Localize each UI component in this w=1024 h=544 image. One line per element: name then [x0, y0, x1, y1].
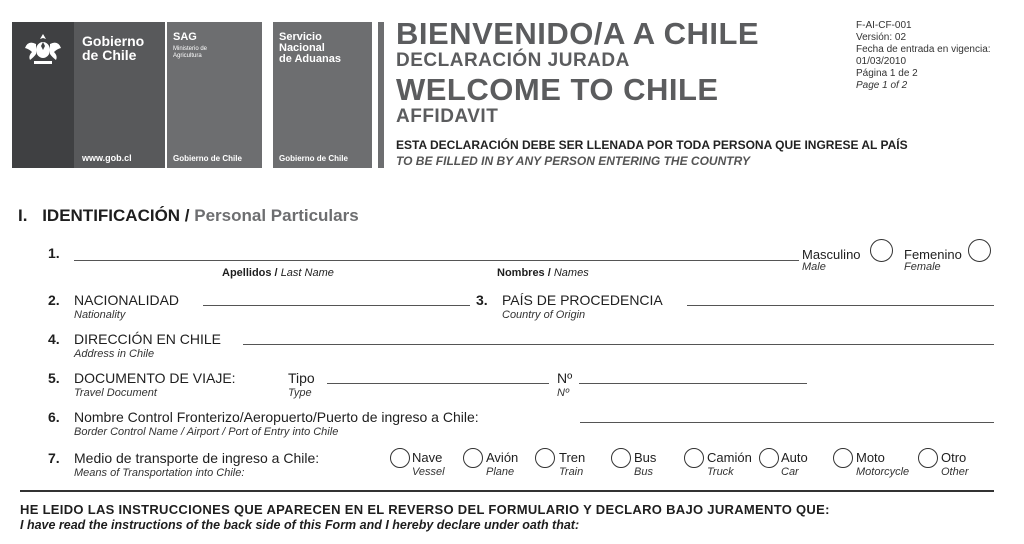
transport-option-sublabel: Truck: [707, 466, 734, 478]
transport-option-sublabel: Bus: [634, 466, 653, 478]
female-sublabel: Female: [904, 261, 941, 273]
transport-option-sublabel: Vessel: [412, 466, 445, 478]
form-version: Versión: 02: [856, 32, 907, 43]
full-name-input-line[interactable]: [74, 260, 799, 261]
instruction-es: ESTA DECLARACIÓN DEBE SER LLENADA POR TODA PERSONA QUE INGRESE AL PAÍS: [396, 138, 908, 152]
aduanas-line-2: Nacional: [279, 42, 325, 54]
gov-url: www.gob.cl: [82, 153, 132, 163]
title-es: BIENVENIDO/A A CHILE: [396, 16, 760, 51]
male-label: Masculino: [802, 247, 861, 262]
travel-doc-sublabel: Travel Document: [74, 387, 157, 399]
transport-radio-car[interactable]: [759, 448, 779, 468]
transport-option-label: Moto: [856, 450, 885, 465]
field-1-number: 1.: [48, 245, 60, 261]
male-radio[interactable]: [870, 239, 893, 262]
transport-radio-vessel[interactable]: [390, 448, 410, 468]
address-input-line[interactable]: [243, 344, 994, 345]
transport-option-sublabel: Other: [941, 466, 969, 478]
title-en: WELCOME TO CHILE: [396, 72, 719, 107]
page-en: Page 1 of 2: [856, 80, 908, 91]
section-title-en: Personal Particulars: [194, 206, 359, 225]
doc-type-sublabel: Type: [288, 387, 312, 399]
transport-label: Medio de transporte de ingreso a Chile:: [74, 450, 320, 466]
country-origin-label: PAÍS DE PROCEDENCIA: [502, 292, 663, 308]
transport-option-label: Avión: [486, 450, 519, 465]
transport-option-label: Tren: [559, 450, 586, 465]
aduanas-line-1: Servicio: [279, 31, 322, 43]
aduanas-logo-block: [273, 22, 372, 168]
male-sublabel: Male: [802, 261, 826, 273]
section-roman: I.: [18, 206, 28, 225]
doc-number-input-line[interactable]: [579, 383, 807, 384]
section-title: [18, 206, 359, 226]
aduanas-line-3: de Aduanas: [279, 53, 341, 65]
country-origin-input-line[interactable]: [687, 305, 994, 306]
sag-sub-1: Ministerio de: [173, 46, 208, 52]
field-5-number: 5.: [48, 370, 60, 386]
gov-line-2: de Chile: [82, 47, 137, 63]
doc-number-label: Nº: [557, 370, 573, 386]
section-slash: /: [180, 206, 195, 225]
travel-doc-label: DOCUMENTO DE VIAJE:: [74, 370, 236, 386]
address-sublabel: Address in Chile: [74, 348, 155, 360]
doc-number-sublabel: Nº: [557, 387, 569, 399]
doc-type-input-line[interactable]: [327, 383, 549, 384]
declaration-en: I have read the instructions of the back side of this Form and I hereby declare under oath that:: [20, 518, 580, 532]
header-divider-bar: [378, 22, 384, 168]
transport-option-sublabel: Plane: [486, 466, 515, 478]
effective-date: 01/03/2010: [856, 56, 907, 67]
port-of-entry-input-line[interactable]: [580, 422, 994, 423]
section-title-es: IDENTIFICACIÓN: [42, 206, 181, 225]
port-of-entry-label: Nombre Control Fronterizo/Aeropuerto/Puerto de ingreso a Chile:: [74, 409, 479, 425]
sag-footer: Gobierno de Chile: [173, 154, 242, 163]
gobierno-de-chile-logo-block: [12, 22, 165, 168]
sag-sub-2: Agricultura: [173, 53, 202, 59]
female-radio[interactable]: [968, 239, 991, 262]
nationality-input-line[interactable]: [203, 305, 470, 306]
transport-option-label: Otro: [941, 450, 967, 465]
subtitle-en: AFFIDAVIT: [396, 106, 499, 127]
field-4-number: 4.: [48, 331, 60, 347]
section-separator: [20, 490, 994, 492]
declaration-es: HE LEIDO LAS INSTRUCCIONES QUE APARECEN EN EL REVERSO DEL FORMULARIO Y DECLARO BAJO JURAMENTO QUE:: [20, 502, 830, 517]
address-label: DIRECCIÓN EN CHILE: [74, 331, 222, 347]
last-name-caption: Apellidos / Last Name: [222, 267, 334, 279]
sag-logo-block: [167, 22, 262, 168]
names-caption: Nombres / Names: [497, 267, 589, 279]
coat-of-arms-icon: [22, 30, 64, 68]
port-of-entry-sublabel: Border Control Name / Airport / Port of Entry into Chile: [74, 426, 339, 438]
doc-type-label: Tipo: [288, 370, 315, 386]
transport-radio-truck[interactable]: [684, 448, 704, 468]
transport-option-label: Nave: [412, 450, 443, 465]
sag-title: SAG: [173, 31, 197, 43]
transport-radio-train[interactable]: [535, 448, 555, 468]
nationality-sublabel: Nationality: [74, 309, 126, 321]
transport-option-label: Bus: [634, 450, 657, 465]
transport-option-sublabel: Motorcycle: [856, 466, 910, 478]
transport-option-sublabel: Train: [559, 466, 584, 478]
transport-sublabel: Means of Transportation into Chile:: [74, 467, 245, 479]
gov-line-1: Gobierno: [82, 33, 145, 49]
field-3-number: 3.: [476, 292, 488, 308]
transport-option-sublabel: Car: [781, 466, 799, 478]
field-7-number: 7.: [48, 450, 60, 466]
subtitle-es: DECLARACIÓN JURADA: [396, 50, 630, 71]
transport-option-label: Camión: [707, 450, 752, 465]
female-label: Femenino: [904, 247, 962, 262]
form-code: F-AI-CF-001: [856, 20, 912, 31]
field-6-number: 6.: [48, 409, 60, 425]
transport-radio-other[interactable]: [918, 448, 938, 468]
transport-radio-bus[interactable]: [611, 448, 631, 468]
transport-radio-plane[interactable]: [463, 448, 483, 468]
effective-label: Fecha de entrada en vigencia:: [856, 44, 991, 55]
country-origin-sublabel: Country of Origin: [502, 309, 586, 321]
page-es: Página 1 de 2: [856, 68, 918, 79]
field-2-number: 2.: [48, 292, 60, 308]
nationality-label: NACIONALIDAD: [74, 292, 180, 308]
instruction-en: TO BE FILLED IN BY ANY PERSON ENTERING THE COUNTRY: [396, 154, 751, 168]
transport-option-label: Auto: [781, 450, 808, 465]
aduanas-footer: Gobierno de Chile: [279, 154, 348, 163]
transport-radio-motorcycle[interactable]: [833, 448, 853, 468]
